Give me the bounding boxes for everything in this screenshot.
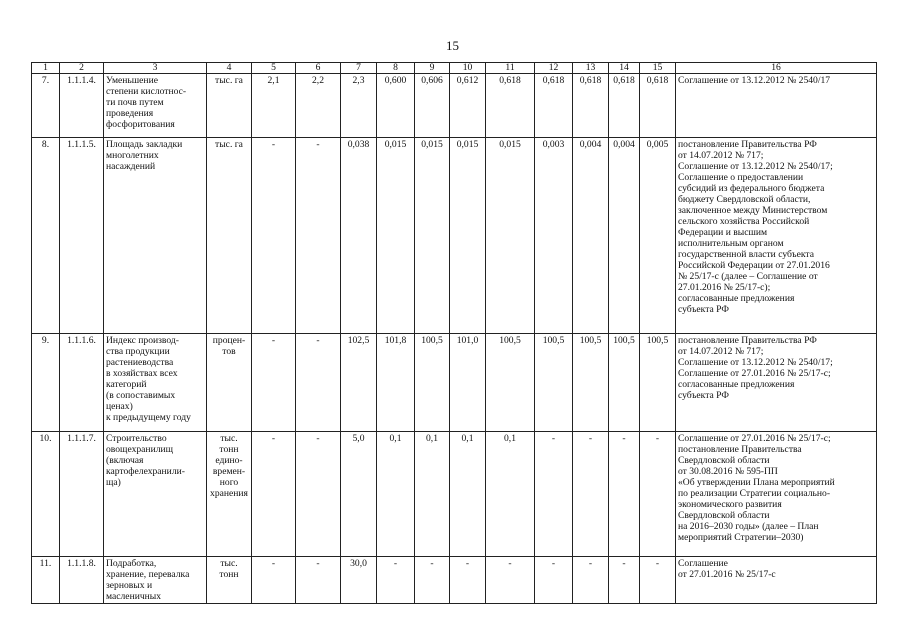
source-document [676, 432, 877, 557]
value-col-14 [609, 138, 640, 334]
col-header-9: 9 [415, 63, 450, 74]
value-col-6 [296, 432, 341, 557]
value-col-15 [640, 557, 676, 604]
value-col-5-text: 2,1 [267, 75, 280, 86]
row-number [32, 138, 60, 334]
value-col-10 [450, 557, 486, 604]
row-number-text: 11. [39, 558, 52, 569]
source-document [676, 74, 877, 138]
value-col-9-text: 0,606 [421, 75, 443, 86]
value-col-7 [341, 432, 377, 557]
unit [207, 557, 252, 604]
value-col-9-text: 100,5 [421, 335, 443, 346]
value-col-7-text: 0,038 [347, 139, 370, 150]
table-row [32, 138, 877, 334]
source-document [676, 138, 877, 334]
value-col-5-text: - [271, 433, 276, 444]
value-col-6-text: 2,2 [312, 75, 324, 86]
unit [207, 334, 252, 432]
value-col-9 [415, 138, 450, 334]
indicator-code-text: 1.1.1.4. [67, 75, 96, 86]
col-header-10: 10 [450, 63, 486, 74]
indicator-code-text: 1.1.1.5. [67, 139, 96, 150]
indicator-code-text: 1.1.1.6. [67, 335, 96, 346]
row-number [32, 432, 60, 557]
col-header-5: 5 [252, 63, 296, 74]
value-col-5 [252, 432, 296, 557]
value-col-14-text: 0,004 [613, 139, 635, 150]
value-col-14-text: - [622, 558, 626, 569]
value-col-15-text: 0,005 [646, 139, 669, 150]
value-col-8 [377, 557, 415, 604]
value-col-15 [640, 74, 676, 138]
page-number: 15 [446, 38, 459, 53]
value-col-6-text: - [316, 139, 320, 150]
value-col-13-text: 0,004 [579, 139, 602, 150]
value-col-13 [573, 557, 609, 604]
value-col-15-text: 100,5 [646, 335, 669, 346]
unit-text: процен- тов [212, 335, 246, 357]
value-col-13 [573, 432, 609, 557]
value-col-8 [377, 432, 415, 557]
value-col-10 [450, 138, 486, 334]
value-col-7-text: 2,3 [352, 75, 365, 86]
source-document [676, 334, 877, 432]
table-row [32, 334, 877, 432]
value-col-9 [415, 432, 450, 557]
value-col-12 [535, 334, 573, 432]
col-header-4: 4 [207, 63, 252, 74]
value-col-13 [573, 74, 609, 138]
value-col-12 [535, 74, 573, 138]
row-number [32, 74, 60, 138]
indicator-code [60, 432, 104, 557]
indicator-name-text: Площадь закладки многолетних насаждений [106, 139, 183, 172]
col-header-13: 13 [573, 63, 609, 74]
value-col-14-text: 0,618 [613, 75, 635, 86]
value-col-13-text: - [588, 433, 593, 444]
row-number-text: 10. [39, 433, 52, 444]
table-row [32, 74, 877, 138]
source-document-text: Соглашение от 27.01.2016 № 25/17-с; постановление Правительства Свердловской области от 30.08.2016 № 595-ПП «Об утверждении Плана мероприятий по реализации Стратегии социально- экономического развития Свердловской области на 2016–2030 годы» (далее – План мероприятий Стратегии–2030) [678, 433, 835, 543]
value-col-11 [486, 432, 535, 557]
indicator-name [104, 432, 207, 557]
col-header-6: 6 [296, 63, 341, 74]
source-document [676, 557, 877, 604]
value-col-10-text: 0,612 [456, 75, 479, 86]
value-col-6-text: - [316, 433, 320, 444]
row-number [32, 557, 60, 604]
value-col-10 [450, 432, 486, 557]
value-col-5 [252, 138, 296, 334]
value-col-10 [450, 74, 486, 138]
unit-text: тыс. га [215, 75, 243, 86]
value-col-15 [640, 138, 676, 334]
value-col-11-text: 0,015 [499, 139, 521, 150]
value-col-10-text: 0,1 [461, 433, 474, 444]
value-col-8-text: 0,015 [384, 139, 407, 150]
value-col-8 [377, 74, 415, 138]
value-col-11-text: 0,1 [504, 433, 516, 444]
value-col-10-text: 101,0 [456, 335, 479, 346]
value-col-14-text: - [622, 433, 626, 444]
value-col-14 [609, 557, 640, 604]
value-col-13-text: 0,618 [579, 75, 602, 86]
col-header-11: 11 [486, 63, 535, 74]
value-col-12-text: - [551, 558, 556, 569]
indicator-code [60, 334, 104, 432]
value-col-14 [609, 334, 640, 432]
unit-text: тыс. тонн едино- времен- ного хранения [210, 433, 248, 499]
value-col-11-text: 0,618 [499, 75, 521, 86]
value-col-12-text: - [551, 433, 556, 444]
value-col-11 [486, 138, 535, 334]
value-col-15-text: 0,618 [646, 75, 669, 86]
row-number [32, 334, 60, 432]
indicator-code [60, 557, 104, 604]
value-col-9-text: 0,015 [421, 139, 443, 150]
value-col-10-text: - [465, 558, 470, 569]
col-header-7: 7 [341, 63, 377, 74]
table-row [32, 432, 877, 557]
unit [207, 138, 252, 334]
indicator-code-text: 1.1.1.8. [67, 558, 96, 569]
value-col-12 [535, 557, 573, 604]
value-col-13-text: 100,5 [579, 335, 602, 346]
value-col-11 [486, 74, 535, 138]
value-col-7-text: 5,0 [352, 433, 365, 444]
value-col-5-text: - [271, 335, 276, 346]
unit-text: тыс. тонн [219, 558, 239, 580]
value-col-9-text: 0,1 [426, 433, 438, 444]
value-col-13 [573, 138, 609, 334]
value-col-15-text: - [655, 433, 660, 444]
value-col-15-text: - [655, 558, 660, 569]
value-col-13-text: - [588, 558, 593, 569]
indicator-name-text: Индекс производ- ства продукции растениеводства в хозяйствах всех категорий (в сопоставимых ценах) к предыдущему году [106, 335, 191, 423]
row-number-text: 9. [41, 335, 50, 346]
value-col-5 [252, 334, 296, 432]
col-header-3: 3 [104, 63, 207, 74]
value-col-6 [296, 334, 341, 432]
value-col-8-text: 0,600 [384, 75, 407, 86]
value-col-9 [415, 557, 450, 604]
value-col-5 [252, 74, 296, 138]
value-col-8 [377, 334, 415, 432]
value-col-14 [609, 74, 640, 138]
indicators-table [31, 62, 877, 604]
col-header-14: 14 [609, 63, 640, 74]
value-col-8 [377, 138, 415, 334]
value-col-9 [415, 334, 450, 432]
indicator-name-text: Подработка, хранение, перевалка зерновых и масленичных [106, 558, 190, 602]
indicator-code [60, 138, 104, 334]
value-col-11 [486, 557, 535, 604]
value-col-9-text: - [430, 558, 434, 569]
col-header-2: 2 [60, 63, 104, 74]
table-row [32, 557, 877, 604]
value-col-8-text: - [393, 558, 398, 569]
row-number-text: 7. [41, 75, 50, 86]
table-header-row [32, 63, 877, 74]
col-header-12: 12 [535, 63, 573, 74]
value-col-10 [450, 334, 486, 432]
indicator-name [104, 557, 207, 604]
indicator-name [104, 334, 207, 432]
source-document-text: постановление Правительства РФ от 14.07.2012 № 717; Соглашение от 13.12.2012 № 2540/17; Соглашение о предоставлении субсидий из федерального бюджета бюджету Свердловской области, заключенное между Министерством сельского хозяйства Российской Федерации и высшим исполнительным органом государственной власти субъекта Российской Федерации от 27.01.2016 № 25/17-с (далее – Соглашение от 27.01.2016 № 25/17-с); согласованные предложения субъекта РФ [678, 139, 833, 315]
value-col-6 [296, 74, 341, 138]
value-col-15 [640, 334, 676, 432]
value-col-7 [341, 138, 377, 334]
value-col-5 [252, 557, 296, 604]
indicator-name [104, 74, 207, 138]
value-col-12-text: 0,618 [542, 75, 565, 86]
indicator-code-text: 1.1.1.7. [67, 433, 96, 444]
indicator-name-text: Строительство овощехранилищ (включая картофелехранили- ща) [106, 433, 185, 488]
indicator-name [104, 138, 207, 334]
value-col-12-text: 0,003 [542, 139, 565, 150]
value-col-6-text: - [316, 335, 320, 346]
source-document-text: Соглашение от 13.12.2012 № 2540/17 [678, 75, 831, 86]
source-document-text: Соглашение от 27.01.2016 № 25/17-с [678, 558, 776, 580]
value-col-11-text: 100,5 [499, 335, 521, 346]
row-number-text: 8. [41, 139, 50, 150]
value-col-11 [486, 334, 535, 432]
source-document-text: постановление Правительства РФ от 14.07.2012 № 717; Соглашение от 13.12.2012 № 2540/17; Соглашение от 27.01.2016 № 25/17-с; согласованные предложения субъекта РФ [678, 335, 833, 401]
value-col-8-text: 0,1 [389, 433, 402, 444]
col-header-8: 8 [377, 63, 415, 74]
value-col-11-text: - [508, 558, 512, 569]
value-col-7 [341, 74, 377, 138]
col-header-15: 15 [640, 63, 676, 74]
value-col-6 [296, 138, 341, 334]
value-col-7 [341, 334, 377, 432]
indicator-code [60, 74, 104, 138]
value-col-6 [296, 557, 341, 604]
value-col-7-text: 30,0 [350, 558, 367, 569]
value-col-14-text: 100,5 [613, 335, 635, 346]
value-col-6-text: - [316, 558, 320, 569]
value-col-9 [415, 74, 450, 138]
value-col-5-text: - [271, 139, 276, 150]
value-col-7 [341, 557, 377, 604]
col-header-16: 16 [676, 63, 877, 74]
value-col-12 [535, 138, 573, 334]
unit [207, 432, 252, 557]
unit [207, 74, 252, 138]
value-col-15 [640, 432, 676, 557]
value-col-14 [609, 432, 640, 557]
unit-text: тыс. га [215, 139, 243, 150]
value-col-13 [573, 334, 609, 432]
value-col-7-text: 102,5 [347, 335, 370, 346]
value-col-8-text: 101,8 [384, 335, 407, 346]
value-col-10-text: 0,015 [456, 139, 479, 150]
value-col-5-text: - [271, 558, 276, 569]
col-header-1: 1 [32, 63, 60, 74]
value-col-12 [535, 432, 573, 557]
value-col-12-text: 100,5 [542, 335, 565, 346]
indicator-name-text: Уменьшение степени кислотнос- ти почв путем проведения фосфоритования [106, 75, 187, 130]
